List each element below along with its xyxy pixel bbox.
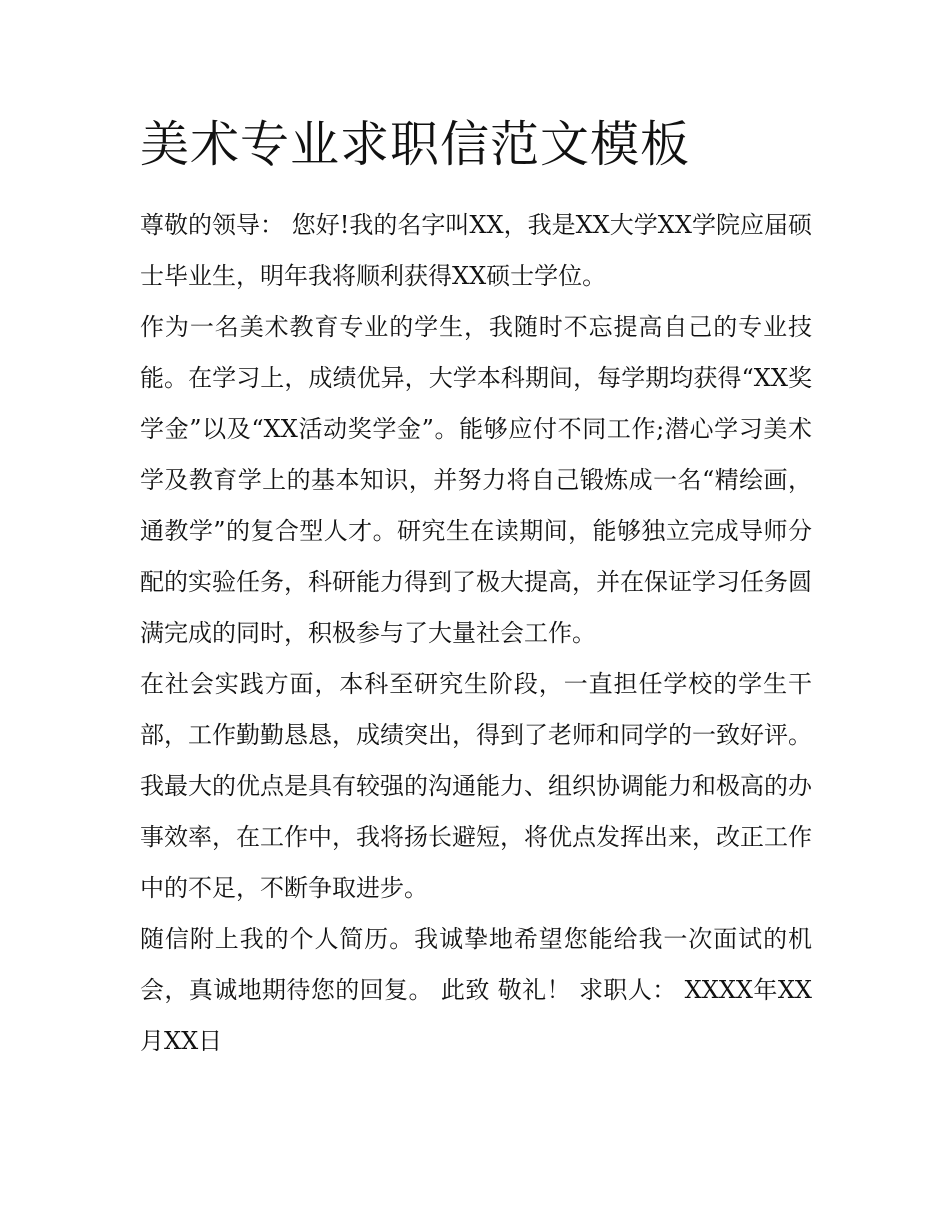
document-title: 美术专业求职信范文模板 [140, 116, 691, 173]
paragraph-education: 作为一名美术教育专业的学生，我随时不忘提高自己的专业技能。在学习上，成绩优异，大学本科期间，每学期均获得“XX奖学金”以及“XX活动奖学金”。能够应付不同工作;潜心学习美术学及教育学上的基本知识，并努力将自己锻炼成一名“精绘画，通教学”的复合型人才。研究生在读期间，能够独立完成导师分配的实验任务，科研能力得到了极大提高，并在保证学习任务圆满完成的同时，积极参与了大量社会工作。 [140, 313, 812, 647]
paragraph-closing: 随信附上我的个人简历。我诚挚地希望您能给我一次面试的机会，真诚地期待您的回复。 此致 敬礼！ 求职人： XXXX年XX月XX日 [140, 925, 812, 1055]
paragraph-greeting: 尊敬的领导： 您好!我的名字叫XX，我是XX大学XX学院应届硕士毕业生，明年我将顺利获得XX硕士学位。 [140, 211, 812, 290]
paragraph-strengths: 我最大的优点是具有较强的沟通能力、组织协调能力和极高的办事效率，在工作中，我将扬长避短，将优点发挥出来，改正工作中的不足，不断争取进步。 [140, 772, 812, 902]
document-page [140, 112, 812, 1067]
paragraph-social-practice: 在社会实践方面，本科至研究生阶段，一直担任学校的学生干部，工作勤勤恳恳，成绩突出，得到了老师和同学的一致好评。 [140, 670, 812, 749]
